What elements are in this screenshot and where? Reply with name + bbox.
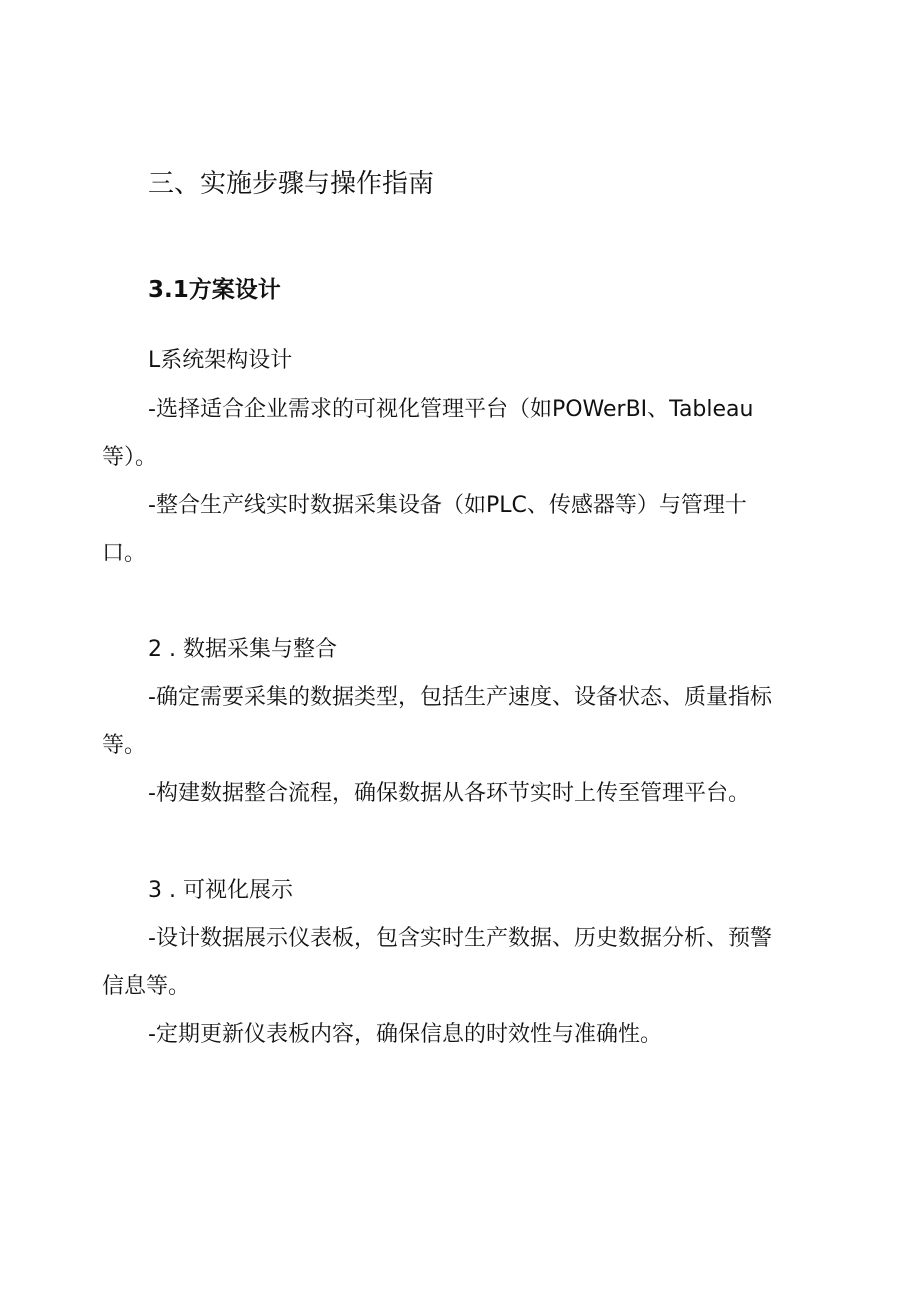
- body-line: -设计数据展示仪表板，包含实时生产数据、历史数据分析、预警: [148, 926, 772, 951]
- subsection-heading: 3.1方案设计: [148, 277, 281, 303]
- body-line: 等）。: [102, 445, 158, 470]
- item-title-system-architecture: L系统架构设计: [148, 348, 293, 373]
- body-line: 信息等。: [102, 974, 191, 999]
- body-line: -整合生产线实时数据采集设备（如PLC、传感器等）与管理十: [148, 493, 747, 518]
- body-line: -构建数据整合流程，确保数据从各环节实时上传至管理平台。: [148, 781, 750, 806]
- body-line: 口。: [102, 541, 147, 566]
- body-line: -选择适合企业需求的可视化管理平台（如POWerBI、Tableau: [148, 397, 754, 422]
- section-heading: 三、实施步骤与操作指南: [148, 169, 435, 199]
- body-line: -确定需要采集的数据类型，包括生产速度、设备状态、质量指标: [148, 685, 772, 710]
- body-line: -定期更新仪表板内容，确保信息的时效性与准确性。: [148, 1022, 662, 1047]
- item-title-data-collection: 2 . 数据采集与整合: [148, 637, 337, 662]
- item-title-visualization: 3 . 可视化展示: [148, 878, 293, 903]
- body-line: 等。: [102, 733, 147, 758]
